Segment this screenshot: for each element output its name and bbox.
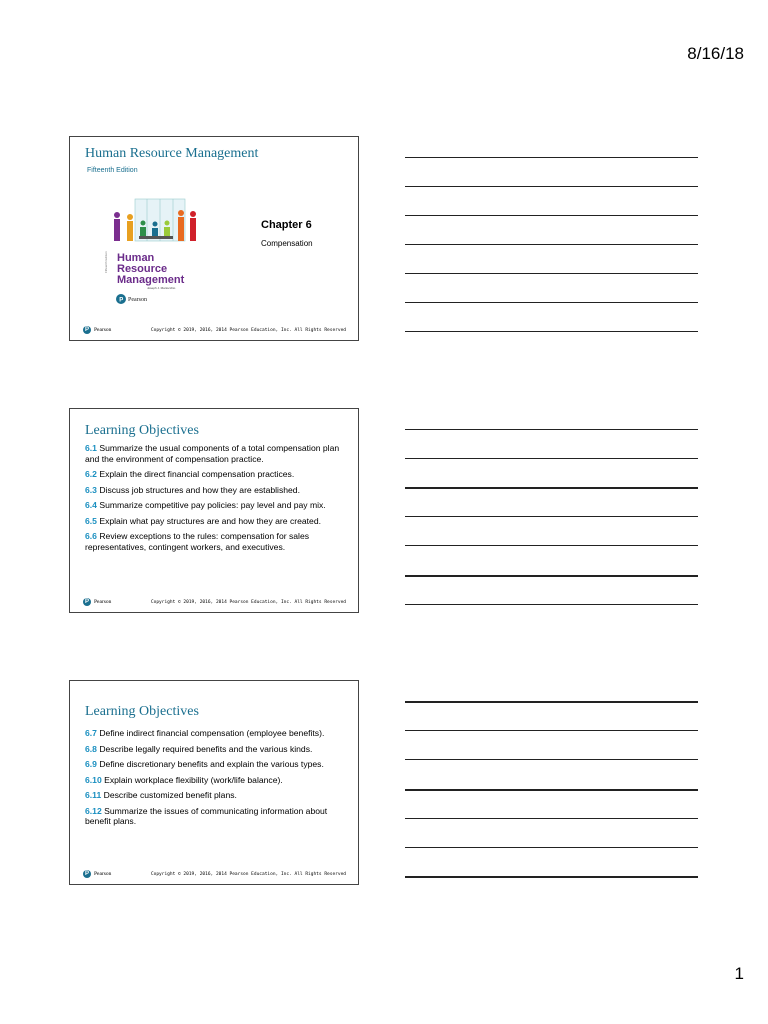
objective-text: Review exceptions to the rules: compensation for sales representatives, contingent workers, and executives. bbox=[85, 531, 310, 552]
note-line bbox=[405, 302, 698, 303]
copyright: Copyright © 2019, 2016, 2014 Pearson Education, Inc. All Rights Reserved bbox=[150, 600, 346, 605]
objective-item bbox=[85, 485, 350, 496]
note-line bbox=[405, 730, 698, 731]
slide-heading: Learning Objectives bbox=[85, 704, 199, 719]
note-line bbox=[405, 789, 698, 791]
pearson-logo-icon: P bbox=[84, 327, 89, 333]
objective-text: Summarize the issues of communicating information about benefit plans. bbox=[85, 805, 328, 826]
slide-learning-objectives-2 bbox=[69, 680, 359, 885]
objective-number: 6.8 bbox=[85, 743, 97, 754]
objective-item bbox=[85, 806, 350, 827]
note-line bbox=[405, 458, 698, 459]
objective-text: Define discretionary benefits and explain the various types. bbox=[96, 759, 324, 769]
note-line bbox=[405, 847, 698, 848]
note-line bbox=[405, 876, 698, 878]
pearson-logo bbox=[83, 598, 111, 606]
objective-text: Summarize the usual components of a total compensation plan and the environment of compensation practice. bbox=[85, 443, 340, 464]
note-line bbox=[405, 759, 698, 760]
note-line bbox=[405, 244, 698, 245]
objective-text: Explain what pay structures are and how they are created. bbox=[96, 515, 321, 526]
objective-item bbox=[85, 516, 350, 527]
cover-title-line1: Human bbox=[117, 252, 155, 264]
objective-number: 6.10 bbox=[85, 774, 102, 785]
note-line bbox=[405, 273, 698, 274]
cover-author: Joseph J. Martocchio bbox=[147, 286, 176, 290]
objective-item bbox=[85, 500, 350, 511]
objectives-list bbox=[85, 728, 350, 832]
slide-title bbox=[69, 136, 359, 341]
note-line bbox=[405, 487, 698, 489]
pearson-logo-text: Pearson bbox=[94, 327, 112, 333]
objective-number: 6.3 bbox=[85, 484, 97, 495]
objective-number: 6.6 bbox=[85, 531, 97, 541]
pearson-logo-icon: P bbox=[84, 871, 89, 877]
objective-text: Discuss job structures and how they are established. bbox=[96, 484, 300, 495]
print-date: 8/16/18 bbox=[687, 44, 744, 63]
objective-item bbox=[85, 443, 350, 464]
objective-number: 6.7 bbox=[85, 728, 97, 738]
slide-learning-objectives-1 bbox=[69, 408, 359, 613]
book-cover-image bbox=[103, 193, 203, 317]
note-line bbox=[405, 545, 698, 546]
objective-text: Summarize competitive pay policies: pay level and pay mix. bbox=[96, 500, 326, 510]
note-line bbox=[405, 818, 698, 819]
objective-text: Explain the direct financial compensation practices. bbox=[96, 469, 295, 479]
objective-number: 6.4 bbox=[85, 500, 97, 510]
pearson-logo bbox=[83, 326, 111, 334]
objective-item bbox=[85, 728, 350, 739]
slide-heading: Learning Objectives bbox=[85, 423, 199, 438]
svg-text:P: P bbox=[119, 297, 124, 304]
objectives-list bbox=[85, 443, 350, 557]
page-number: 1 bbox=[734, 964, 744, 983]
note-line bbox=[405, 575, 698, 577]
pearson-logo-text: Pearson bbox=[94, 599, 112, 605]
copyright: Copyright © 2019, 2016, 2014 Pearson Education, Inc. All Rights Reserved bbox=[150, 872, 346, 877]
slide-edition: Fifteenth Edition bbox=[87, 167, 138, 174]
objective-number: 6.1 bbox=[85, 443, 97, 453]
objective-number: 6.12 bbox=[85, 805, 102, 816]
objective-item bbox=[85, 790, 350, 801]
objective-item bbox=[85, 531, 350, 552]
cover-edition: Fifteenth Edition bbox=[104, 251, 108, 273]
chapter-number: Chapter 6 bbox=[261, 219, 312, 231]
objective-text: Describe legally required benefits and the various kinds. bbox=[96, 743, 313, 754]
objective-item bbox=[85, 469, 350, 480]
pearson-logo-text: Pearson bbox=[94, 871, 112, 877]
copyright: Copyright © 2019, 2016, 2014 Pearson Education, Inc. All Rights Reserved bbox=[150, 328, 346, 333]
objective-number: 6.9 bbox=[85, 759, 97, 769]
objective-number: 6.11 bbox=[85, 790, 102, 800]
note-line bbox=[405, 331, 698, 332]
note-line bbox=[405, 157, 698, 158]
cover-publisher: Pearson bbox=[128, 297, 147, 303]
objective-item bbox=[85, 775, 350, 786]
slide-title-heading: Human Resource Management bbox=[85, 146, 259, 161]
objective-number: 6.2 bbox=[85, 469, 97, 479]
chapter-subtitle: Compensation bbox=[261, 239, 313, 248]
objective-text: Describe customized benefit plans. bbox=[101, 790, 237, 800]
note-line bbox=[405, 604, 698, 605]
note-line bbox=[405, 429, 698, 430]
pearson-logo bbox=[83, 870, 111, 878]
objective-number: 6.5 bbox=[85, 515, 97, 526]
cover-title-line3: Management bbox=[117, 274, 185, 286]
objective-item bbox=[85, 759, 350, 770]
objective-text: Define indirect financial compensation (employee benefits). bbox=[96, 728, 325, 738]
objective-item bbox=[85, 744, 350, 755]
pearson-logo-icon: P bbox=[84, 599, 89, 605]
note-line bbox=[405, 186, 698, 187]
note-line bbox=[405, 215, 698, 216]
note-line bbox=[405, 516, 698, 517]
book-cover-illustration bbox=[103, 193, 203, 317]
note-line bbox=[405, 701, 698, 703]
cover-title-line2: Resource bbox=[117, 263, 168, 275]
objective-text: Explain workplace flexibility (work/life balance). bbox=[101, 774, 283, 785]
